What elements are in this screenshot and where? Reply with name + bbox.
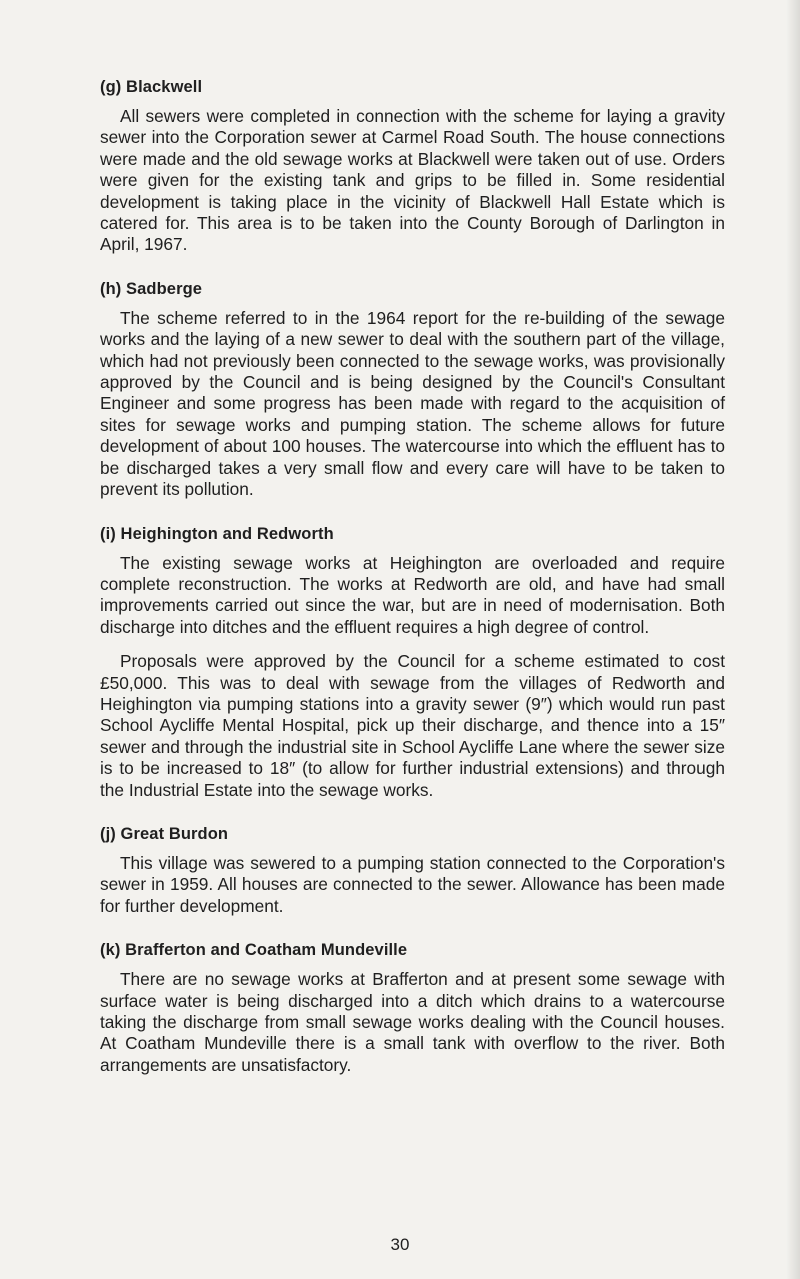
section-heading: (k) Brafferton and Coatham Mundeville [100, 941, 408, 960]
section-great-burdon [100, 823, 725, 917]
section-sadberge [100, 278, 725, 501]
section-paragraph: There are no sewage works at Brafferton and at present some sewage with surface water is being discharged into a ditch which drains to a watercourse taking the discharge from small sewage works dealing with the Council houses. At Coatham Mundeville there is a small tank with overflow to the river. Both arrangements are unsatisfactory. [100, 969, 725, 1075]
section-heading: (i) Heighington and Redworth [100, 524, 334, 543]
section-brafferton-coatham [100, 939, 725, 1076]
section-paragraph: This village was sewered to a pumping station connected to the Corporation's sewer in 1959. All houses are connected to the sewer. Allowance has been made for further development. [100, 852, 725, 916]
section-blackwell [100, 76, 725, 256]
section-paragraph: The scheme referred to in the 1964 report for the re-building of the sewage works and the laying of a new sewer to deal with the southern part of the village, which had not previously been connected to the sewage works, was provisionally approved by the Council and is being designed by the Council's Consultant Engineer and some progress has been made with regard to the acquisition of sites for sewage works and pumping station. The scheme allows for future development of about 100 houses. The watercourse into which the effluent has to be discharged takes a very small flow and every care will have to be taken to prevent its pollution. [100, 307, 725, 500]
section-paragraph: The existing sewage works at Heighington are overloaded and require complete reconstruction. The works at Redworth are old, and have had small improvements carried out since the war, but are in need of modernisation. Both discharge into ditches and the effluent requires a high degree of control. [100, 552, 725, 637]
page-number: 30 [390, 1235, 410, 1254]
document-page [100, 76, 725, 1098]
section-heading: (j) Great Burdon [100, 824, 229, 843]
section-paragraph: All sewers were completed in connection with the scheme for laying a gravity sewer into the Corporation sewer at Carmel Road South. The house connections were made and the old sewage works at Blackwell were taken out of use. Orders were given for the existing tank and grips to be filled in. Some residential development is taking place in the vicinity of Blackwell Hall Estate which is catered for. This area is to be taken into the County Borough of Darlington in April, 1967. [100, 106, 725, 255]
section-heading: (h) Sadberge [100, 279, 203, 298]
section-heading: (g) Blackwell [100, 78, 203, 96]
section-paragraph: Proposals were approved by the Council for a scheme estimated to cost £50,000. This was to deal with sewage from the villages of Redworth and Heighington via pumping stations into a gravity sewer (9″) which would run past School Aycliffe Mental Hospital, pick up their discharge, and thence into a 15″ sewer and through the industrial site in School Aycliffe Lane where the sewer size is to be increased to 18″ (to allow for further industrial extensions) and through the Industrial Estate into the sewage works. [100, 651, 725, 800]
page-edge-shadow [786, 0, 800, 1279]
section-heighington-redworth [100, 523, 725, 801]
